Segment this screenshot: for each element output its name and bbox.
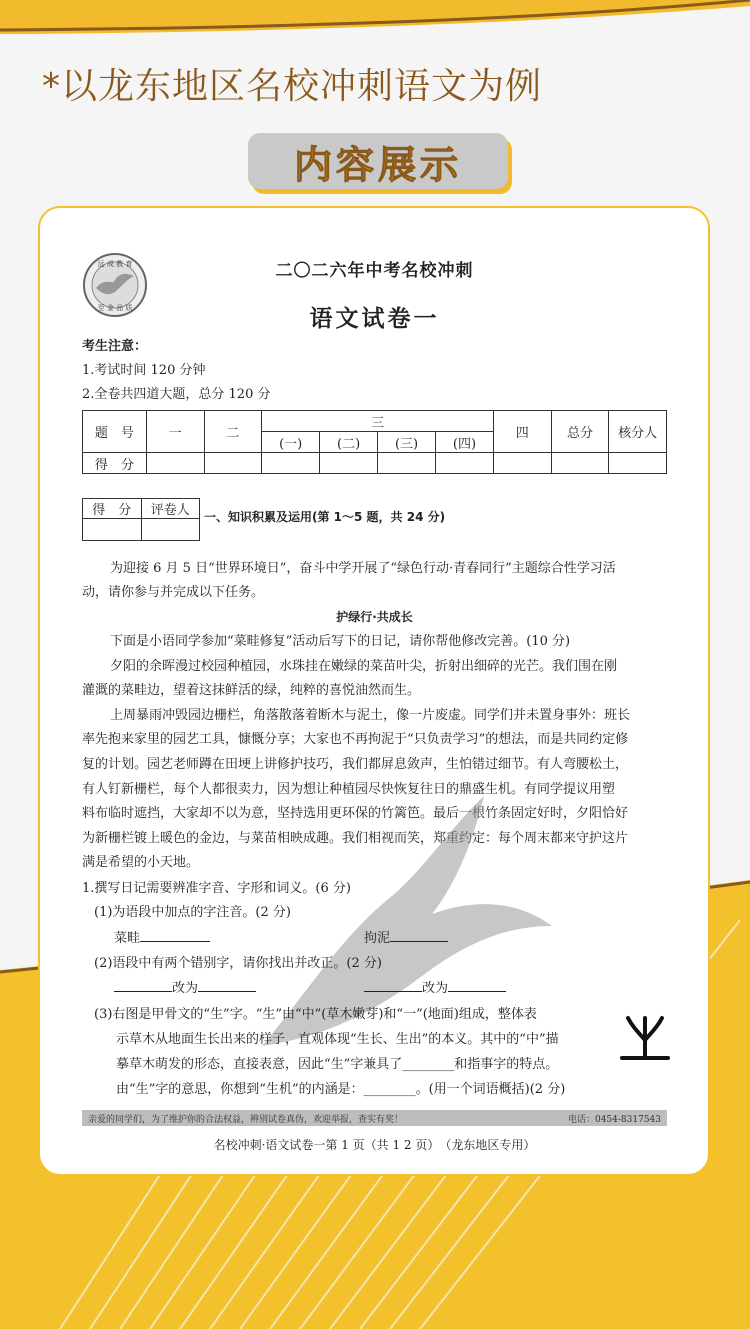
question-1-3-line: 示草木从地面生长出来的样子，直观体现“生长、生出”的本义。其中的“中”描 <box>116 1032 559 1047</box>
score-cell <box>204 453 262 474</box>
grader-score-label: 得 分 <box>83 499 142 519</box>
section-title: 一、知识积累及运用(第 1～5 题，共 24 分) <box>204 510 446 524</box>
top-decoration <box>0 0 750 60</box>
exam-preview-card <box>38 206 710 1176</box>
answer-blank[interactable] <box>198 991 256 992</box>
column-header: 四 <box>493 411 551 453</box>
column-header: 三 <box>262 411 494 432</box>
badge-label: 内容展示 <box>293 142 462 187</box>
notice-item: 2.全卷共四道大题，总分 120 分 <box>82 387 271 402</box>
oracle-bone-sheng-icon <box>618 1010 672 1068</box>
fix-label: 改为 <box>422 981 449 996</box>
question-1-2: (2)语段中有两个错别字，请你找出并改正。(2 分) <box>94 956 382 971</box>
sub-column-header: (四) <box>436 432 494 453</box>
exam-paper <box>82 226 667 1156</box>
score-cell <box>436 453 494 474</box>
question-1: 1.撰写日记需要辨准字音、字形和词义。(6 分) <box>82 881 351 896</box>
sub-column-header: (一) <box>262 432 320 453</box>
logo-top-text: 远 成 教 育 <box>97 260 133 268</box>
diary-line: 料布临时遮挡，大家却不以为意，坚持选用更环保的竹篱笆。最后一根竹条固定好时，夕阳恰好 <box>82 806 629 821</box>
answer-blank[interactable] <box>448 991 506 992</box>
exam-paper-title: 语文试卷一 <box>309 305 440 332</box>
row-header: 题 号 <box>83 411 147 453</box>
row-header: 得 分 <box>83 453 147 474</box>
page-footer: 名校冲刺·语文试卷一第 1 页（共 1 2 页） （龙东地区专用） <box>213 1138 536 1152</box>
answer-item <box>114 982 256 995</box>
score-cell <box>262 453 320 474</box>
column-header: 一 <box>146 411 204 453</box>
question-1-3-line: 摹草木萌发的形态，直接表意，因此“生”字兼具了________和指事字的特点。 <box>116 1057 559 1072</box>
diary-line: 满是希望的小天地。 <box>82 855 200 870</box>
grader-label: 评卷人 <box>141 499 199 519</box>
diary-line: 上周暴雨冲毁园边栅栏，角落散落着断木与泥土，像一片废虚。同学们并未置身事外：班长 <box>110 708 631 723</box>
answer-item <box>364 982 506 995</box>
task-description: 下面是小语同学参加“菜畦修复”活动后写下的日记，请你帮他修改完善。(10 分) <box>110 634 571 649</box>
anti-counterfeit-strip <box>82 1110 667 1126</box>
answer-word: 菜畦 <box>114 931 141 946</box>
diary-line: 复的计划。园艺老师蹲在田埂上讲修护技巧，我们都屏息敛声，生怕错过细节。有人弯腰松土， <box>82 757 629 772</box>
fix-label: 改为 <box>172 981 199 996</box>
score-table <box>82 410 667 474</box>
intro-text: 为迎接 6 月 5 日“世界环境日”，奋斗中学开展了“绿色行动·青春同行”主题综合性学习活 <box>110 561 616 576</box>
score-cell <box>493 453 551 474</box>
strip-notice: 亲爱的同学们，为了维护你的合法权益，辨别试卷真伪，欢迎举报，查实有奖！ <box>88 1115 404 1125</box>
intro-text: 动，请你参与并完成以下任务。 <box>82 585 265 600</box>
headline: *以龙东地区名校冲刺语文为例 <box>42 66 543 107</box>
diary-line: 灌溉的菜畦边，望着这抹鲜活的绿，纯粹的喜悦油然而生。 <box>82 683 421 698</box>
question-1-3-line: 由“生”字的意思，你想到“生机”的内涵是：________。(用一个词语概括)(2 分) <box>116 1082 566 1097</box>
sub-column-header: (二) <box>320 432 378 453</box>
column-header: 二 <box>204 411 262 453</box>
column-header: 总分 <box>551 411 609 453</box>
answer-blank[interactable] <box>390 941 448 942</box>
score-cell <box>551 453 609 474</box>
notice-item: 1.考试时间 120 分钟 <box>82 363 206 378</box>
notice-title: 考生注意： <box>82 339 148 354</box>
score-cell <box>609 453 667 474</box>
score-cell <box>146 453 204 474</box>
sub-column-header: (三) <box>378 432 436 453</box>
content-badge <box>248 133 508 189</box>
score-cell <box>83 519 142 541</box>
answer-word: 拘泥 <box>364 931 391 946</box>
answer-item <box>114 932 210 945</box>
answer-item <box>364 932 448 945</box>
score-cell <box>378 453 436 474</box>
score-cell <box>320 453 378 474</box>
answer-blank[interactable] <box>140 941 210 942</box>
score-cell <box>141 519 199 541</box>
question-1-1: (1)为语段中加点的字注音。(2 分) <box>94 905 291 920</box>
logo-bottom-text: 至 金 品 质 <box>97 304 133 312</box>
answer-blank[interactable] <box>364 991 422 992</box>
diary-line: 夕阳的余晖漫过校园种植园，水珠挂在嫩绿的菜苗叶尖，折射出细碎的光芒。我们围在刚 <box>110 659 618 674</box>
question-1-3-line: (3)右图是甲骨文的“生”字。“生”由“中”(草木嫩芽)和“一”(地面)组成，整体表 <box>94 1007 537 1022</box>
answer-blank[interactable] <box>114 991 172 992</box>
strip-phone: 电话：0454-8317543 <box>567 1115 661 1125</box>
diary-line: 有人钉新栅栏，每个人都很卖力，因为想让种植园尽快恢复往日的鼎盛生机。有同学提议用塑 <box>82 782 616 797</box>
task-title: 护绿行·共成长 <box>336 610 413 624</box>
column-header: 核分人 <box>609 411 667 453</box>
diary-line: 率先抱来家里的园艺工具，慷慨分享；大家也不再拘泥于“只负责学习”的想法，而是共同约定修 <box>82 732 629 747</box>
exam-series-title: 二〇二六年中考名校冲刺 <box>275 261 474 281</box>
grader-box <box>82 498 200 541</box>
diary-line: 为新栅栏镀上暖色的金边，与菜苗相映成趣。我们相视而笑，郑重约定：每个周末都来守护这片 <box>82 831 629 846</box>
